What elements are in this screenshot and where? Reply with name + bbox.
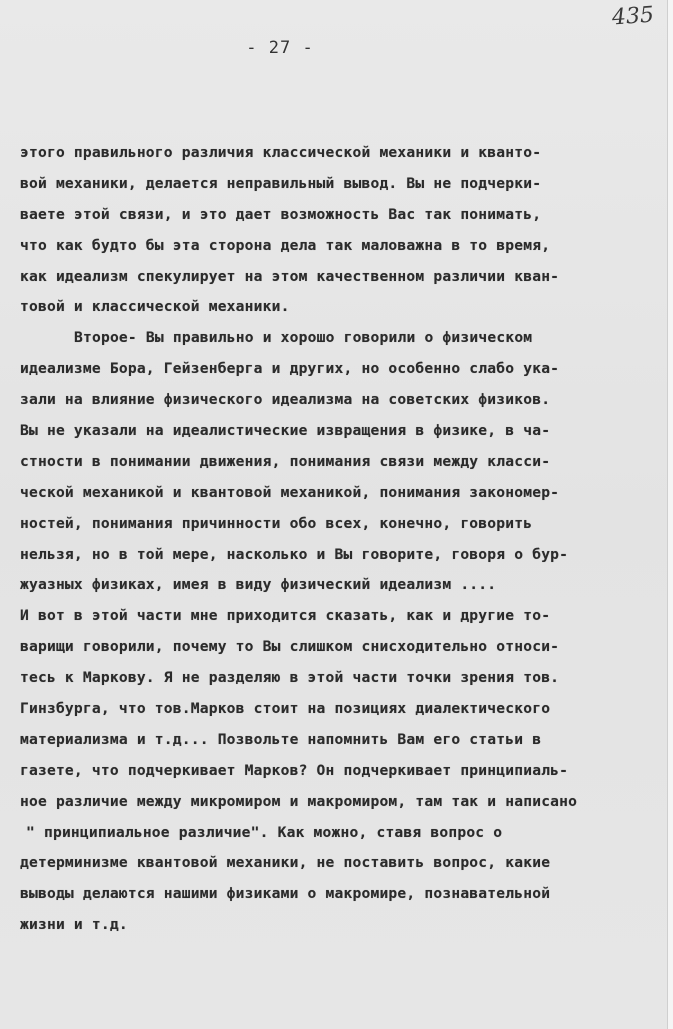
text-line: жизни и т.д. (20, 916, 128, 934)
text-line: материализма и т.д... Позвольте напомнить Вам его статьи в (20, 730, 542, 748)
text-line: товой и классической механики. (20, 298, 290, 316)
text-line: Вы не указали на идеалистические извращения в физике, в ча- (20, 422, 551, 440)
text-line: Гинзбурга, что тов.Марков стоит на позициях диалектического (20, 700, 551, 718)
text-line: " принципиальное различие". Как можно, ставя вопрос о (26, 823, 503, 841)
text-line: вой механики, делается неправильный вывод. Вы не подчерки- (20, 174, 542, 192)
text-line: Второе- Вы правильно и хорошо говорили о физическом (74, 329, 533, 347)
text-line: тесь к Маркову. Я не разделяю в этой части точки зрения тов. (20, 669, 560, 687)
text-line: ностей, понимания причинности обо всех, конечно, говорить (20, 514, 533, 532)
text-line: варищи говорили, почему то Вы слишком снисходительно относи- (20, 638, 560, 656)
text-line: ваете этой связи, и это дает возможность Вас так понимать, (20, 205, 542, 223)
text-line: жуазных физиках, имея в виду физический идеализм .... (20, 576, 497, 594)
text-line: детерминизме квантовой механики, не поставить вопрос, какие (20, 854, 551, 872)
text-line: ческой механикой и квантовой механикой, понимания закономер- (20, 483, 560, 501)
text-line: идеализме Бора, Гейзенберга и других, но особенно слабо ука- (20, 360, 560, 378)
text-line: зали на влияние физического идеализма на советских физиков. (20, 391, 551, 409)
text-line: этого правильного различия классической механики и кванто- (20, 144, 542, 161)
page-number: - 27 - (246, 38, 314, 58)
text-line: нельзя, но в той мере, насколько и Вы говорите, говоря о бур- (20, 545, 569, 563)
body-text (20, 138, 670, 941)
text-line: ное различие между микромиром и макромиром, там так и написано (20, 792, 578, 810)
text-line: выводы делаются нашими физиками о макромире, познавательной (20, 885, 551, 903)
text-line: стности в понимании движения, понимания связи между класси- (20, 452, 551, 470)
text-line: И вот в этой части мне приходится сказать, как и другие то- (20, 607, 551, 625)
text-line: что как будто бы эта сторона дела так маловажна в то время, (20, 236, 551, 254)
text-line: газете, что подчеркивает Марков? Он подчеркивает принципиаль- (20, 761, 569, 779)
text-line: как идеализм спекулирует на этом качественном различии кван- (20, 267, 560, 285)
archive-page-mark: 435 (611, 2, 655, 31)
